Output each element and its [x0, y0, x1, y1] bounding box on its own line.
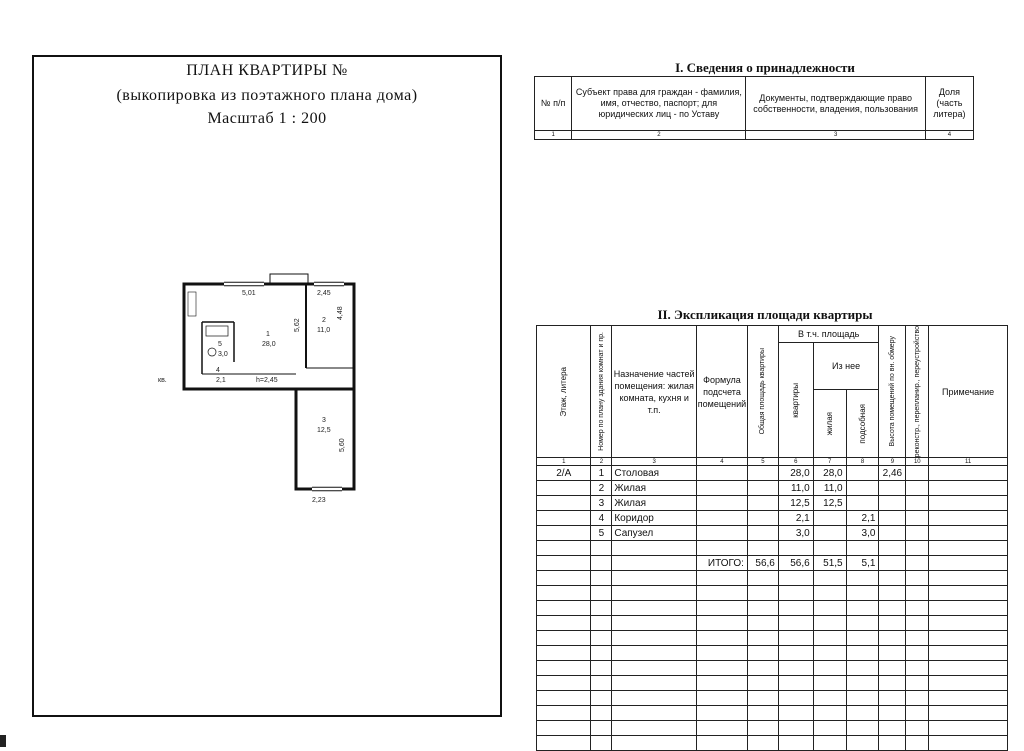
cell-recon — [906, 526, 929, 541]
dim-label: 5,60 — [339, 438, 346, 452]
room-area: 11,0 — [317, 327, 331, 334]
room-number: 3 — [322, 417, 326, 424]
col-number: 9 — [879, 458, 906, 466]
cell-note — [929, 526, 1008, 541]
empty-row — [537, 736, 1008, 751]
cell-formula — [696, 526, 747, 541]
col-number: 3 — [746, 131, 925, 140]
header-cell: № п/п — [535, 77, 572, 131]
cell-room-no: 5 — [591, 526, 612, 541]
table-row — [537, 526, 1008, 541]
room-number: 5 — [218, 341, 222, 348]
cell-floor — [537, 481, 591, 496]
cell-living: 11,0 — [813, 481, 846, 496]
cell-height — [879, 511, 906, 526]
cell-total — [747, 511, 778, 526]
cell-room-no: 1 — [591, 466, 612, 481]
cell-note — [929, 466, 1008, 481]
header-living: жилая — [813, 390, 846, 458]
cell-recon — [906, 511, 929, 526]
empty-row — [537, 661, 1008, 676]
cell-room-no: 3 — [591, 496, 612, 511]
cell-name: Столовая — [612, 466, 697, 481]
cell-living — [813, 526, 846, 541]
room-area: 3,0 — [218, 351, 228, 358]
cell-apt: 28,0 — [778, 466, 813, 481]
explication-title: II. Экспликация площади квартиры — [657, 307, 873, 322]
cell-living: 12,5 — [813, 496, 846, 511]
cell-aux — [846, 466, 879, 481]
cell-name: Жилая — [612, 496, 697, 511]
header-room-no: Номер по плану здания комнат и пр. — [591, 326, 612, 458]
header-apt: квартиры — [778, 343, 813, 458]
totals-total: 56,6 — [747, 556, 778, 571]
cell-aux: 2,1 — [846, 511, 879, 526]
floor-plan-page — [32, 55, 502, 717]
scan-edge — [0, 735, 6, 747]
dim-label: 2,45 — [317, 290, 331, 297]
table-row — [537, 511, 1008, 526]
empty-row — [537, 706, 1008, 721]
col-number: 8 — [846, 458, 879, 466]
floor-plan-drawing — [158, 272, 384, 512]
header-floor: Этаж, литера — [537, 326, 591, 458]
col-number: 6 — [778, 458, 813, 466]
empty-row — [537, 691, 1008, 706]
dim-label: 2,1 — [216, 377, 226, 384]
room-area: 12,5 — [317, 427, 331, 434]
totals-row — [537, 556, 1008, 571]
cell-height — [879, 526, 906, 541]
cell-recon — [906, 481, 929, 496]
cell-formula — [696, 481, 747, 496]
cell-total — [747, 526, 778, 541]
plan-title: ПЛАН КВАРТИРЫ № — [186, 62, 348, 79]
empty-row — [537, 631, 1008, 646]
cell-formula — [696, 511, 747, 526]
room-area: 28,0 — [262, 341, 276, 348]
empty-row — [537, 646, 1008, 661]
dim-label: 4,48 — [337, 306, 344, 320]
cell-total — [747, 481, 778, 496]
header-total: Общая площадь квартиры — [747, 326, 778, 458]
table-row — [537, 496, 1008, 511]
empty-row — [537, 586, 1008, 601]
cell-formula — [696, 466, 747, 481]
ownership-title: I. Сведения о принадлежности — [675, 60, 855, 75]
col-number: 10 — [906, 458, 929, 466]
cell-floor — [537, 496, 591, 511]
totals-apt: 56,6 — [778, 556, 813, 571]
table-row — [537, 481, 1008, 496]
col-number: 2 — [591, 458, 612, 466]
cell-height — [879, 496, 906, 511]
col-number: 4 — [696, 458, 747, 466]
col-number: 5 — [747, 458, 778, 466]
col-number: 2 — [572, 131, 746, 140]
dim-label: 2,23 — [312, 497, 326, 504]
empty-row — [537, 676, 1008, 691]
empty-row — [537, 721, 1008, 736]
header-cell: Доля (часть литера) — [925, 77, 973, 131]
col-number: 11 — [929, 458, 1008, 466]
cell-name: Жилая — [612, 481, 697, 496]
cell-floor — [537, 526, 591, 541]
empty-row — [537, 616, 1008, 631]
entry-mark: кв. — [158, 377, 167, 384]
header-purpose: Назначение частей помещения: жилая комната, кухня и т.п. — [612, 326, 697, 458]
header-cell: Субъект права для граждан - фамилия, имя, отчество, паспорт; для юридических лиц - по Уставу — [572, 77, 746, 131]
header-cell: Документы, подтверждающие право собственности, владения, пользования — [746, 77, 925, 131]
cell-room-no: 2 — [591, 481, 612, 496]
totals-living: 51,5 — [813, 556, 846, 571]
header-aux: подсобная — [846, 390, 879, 458]
empty-row — [537, 541, 1008, 556]
explication-table — [536, 325, 1008, 751]
cell-total — [747, 496, 778, 511]
cell-aux: 3,0 — [846, 526, 879, 541]
cell-name: Сапузел — [612, 526, 697, 541]
totals-label: ИТОГО: — [696, 556, 747, 571]
header-note: Примечание — [929, 326, 1008, 458]
room-number: 2 — [322, 317, 326, 324]
plan-subtitle: (выкопировка из поэтажного плана дома) — [116, 87, 418, 104]
cell-living: 28,0 — [813, 466, 846, 481]
table-row — [537, 466, 1008, 481]
header-height: Высота помещений по вн. обмеру — [879, 326, 906, 458]
cell-apt: 12,5 — [778, 496, 813, 511]
cell-aux — [846, 496, 879, 511]
cell-note — [929, 481, 1008, 496]
cell-height — [879, 481, 906, 496]
cell-aux — [846, 481, 879, 496]
ownership-table — [534, 76, 974, 140]
cell-apt: 11,0 — [778, 481, 813, 496]
totals-aux: 5,1 — [846, 556, 879, 571]
header-formula: Формула подсчета помещений — [696, 326, 747, 458]
col-number: 1 — [537, 458, 591, 466]
room-number: 4 — [216, 367, 220, 374]
cell-recon — [906, 496, 929, 511]
cell-apt: 2,1 — [778, 511, 813, 526]
cell-floor — [537, 511, 591, 526]
cell-height: 2,46 — [879, 466, 906, 481]
cell-apt: 3,0 — [778, 526, 813, 541]
dim-label: h=2,45 — [256, 377, 278, 384]
col-number: 7 — [813, 458, 846, 466]
dim-label: 5,62 — [294, 318, 301, 332]
empty-row — [537, 601, 1008, 616]
plan-scale: Масштаб 1 : 200 — [207, 110, 327, 127]
cell-note — [929, 511, 1008, 526]
dim-label: 5,01 — [242, 290, 256, 297]
cell-total — [747, 466, 778, 481]
room-number: 1 — [266, 331, 270, 338]
cell-recon — [906, 466, 929, 481]
cell-note — [929, 496, 1008, 511]
cell-floor: 2/А — [537, 466, 591, 481]
cell-formula — [696, 496, 747, 511]
header-of-which: Из нее — [813, 343, 879, 390]
header-incl: В т.ч. площадь — [778, 326, 879, 343]
empty-row — [537, 571, 1008, 586]
col-number: 3 — [612, 458, 697, 466]
header-recon: реконстр., перепланир., переустройство — [906, 326, 929, 458]
cell-room-no: 4 — [591, 511, 612, 526]
cell-name: Коридор — [612, 511, 697, 526]
col-number: 4 — [925, 131, 973, 140]
cell-living — [813, 511, 846, 526]
col-number: 1 — [535, 131, 572, 140]
